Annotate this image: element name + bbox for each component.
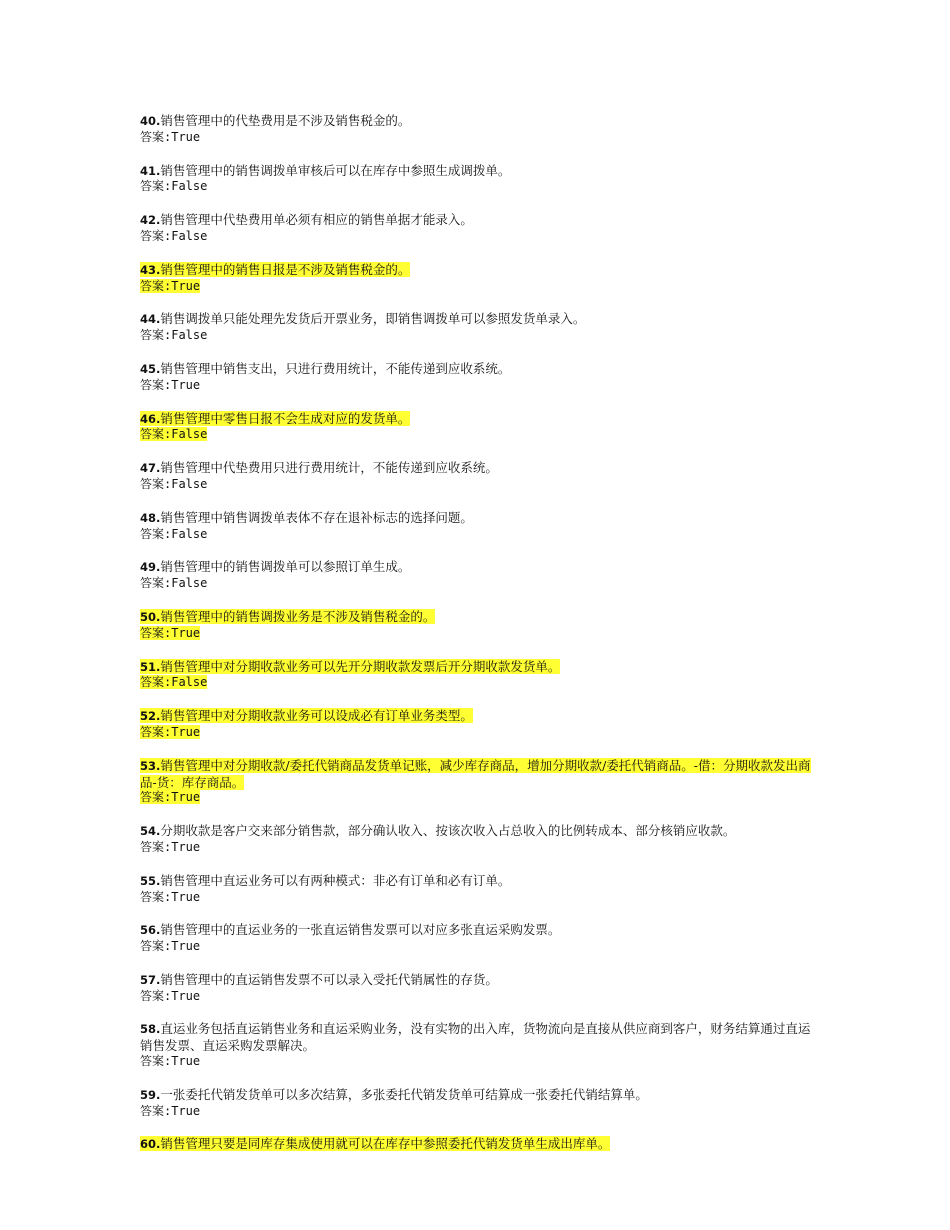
answer-line <box>140 840 816 856</box>
answer-line <box>140 989 816 1005</box>
question-number: 57. <box>140 972 161 987</box>
question-number: 41. <box>140 163 161 178</box>
question-number: 47. <box>140 461 161 476</box>
question-body: 销售管理中的销售日报是不涉及销售税金的。 <box>160 261 411 277</box>
question-item <box>140 311 816 344</box>
answer-value: False <box>171 675 208 690</box>
question-line <box>140 922 560 937</box>
question-item <box>140 873 816 906</box>
answer-prefix: 答案: <box>140 675 172 690</box>
question-text <box>140 873 816 890</box>
question-text <box>140 460 816 477</box>
question-line <box>140 163 510 178</box>
question-item <box>140 609 816 642</box>
answer-line <box>140 328 816 344</box>
question-body: 销售管理中销售支出，只进行费用统计，不能传递到应收系统。 <box>160 360 511 376</box>
answer-text <box>140 725 200 739</box>
question-line <box>140 113 410 128</box>
question-number: 52. <box>140 709 161 724</box>
answer-value: True <box>171 278 201 293</box>
question-text <box>140 1021 816 1054</box>
question-list <box>140 113 816 1170</box>
answer-prefix: 答案: <box>140 839 172 854</box>
question-number: 55. <box>140 873 161 888</box>
answer-line <box>140 378 816 394</box>
answer-value: False <box>171 328 208 343</box>
question-line <box>140 708 473 723</box>
answer-prefix: 答案: <box>140 939 172 954</box>
answer-line <box>140 279 816 295</box>
question-text <box>140 163 816 180</box>
question-text <box>140 1087 816 1104</box>
question-text <box>140 758 816 791</box>
answer-text <box>140 675 207 689</box>
answer-text <box>140 477 207 491</box>
question-item <box>140 411 816 444</box>
question-item <box>140 510 816 543</box>
answer-line <box>140 1104 816 1120</box>
question-number: 50. <box>140 609 161 624</box>
question-line <box>140 559 410 574</box>
question-text <box>140 411 816 428</box>
question-number: 48. <box>140 510 161 525</box>
answer-value: True <box>171 1054 201 1069</box>
answer-value: True <box>171 1103 201 1118</box>
answer-text <box>140 527 207 541</box>
question-line <box>140 1087 648 1102</box>
question-body: 销售管理中的销售调拨业务是不涉及销售税金的。 <box>160 608 436 624</box>
answer-prefix: 答案: <box>140 427 172 442</box>
question-item <box>140 972 816 1005</box>
question-body: 销售管理中代垫费用单必须有相应的销售单据才能录入。 <box>160 212 473 228</box>
answer-value: True <box>171 939 201 954</box>
answer-prefix: 答案: <box>140 1103 172 1118</box>
answer-prefix: 答案: <box>140 1054 172 1069</box>
question-body: 销售管理中的销售调拨单审核后可以在库存中参照生成调拨单。 <box>160 162 511 178</box>
answer-value: True <box>171 790 201 805</box>
question-item <box>140 460 816 493</box>
answer-value: True <box>171 988 201 1003</box>
question-number: 40. <box>140 114 161 128</box>
answer-line <box>140 477 816 493</box>
question-body: 销售管理中直运业务可以有两种模式：非必有订单和必有订单。 <box>160 872 511 888</box>
answer-prefix: 答案: <box>140 129 172 144</box>
answer-text <box>140 890 200 904</box>
answer-prefix: 答案: <box>140 278 172 293</box>
answer-prefix: 答案: <box>140 790 172 805</box>
answer-text <box>140 939 200 953</box>
question-body: 销售管理中对分期收款/委托代销商品发货单记账，减少库存商品，增加分期收款/委托代销商品。-借：分期收款发出商品-货：库存商品。 <box>140 757 811 790</box>
question-line <box>140 1021 810 1053</box>
question-item <box>140 922 816 955</box>
question-number: 59. <box>140 1087 161 1102</box>
question-body: 直运业务包括直运销售业务和直运采购业务，没有实物的出入库，货物流向是直接从供应商到客户，财务结算通过直运销售发票、直运采购发票解决。 <box>140 1021 811 1054</box>
question-number: 49. <box>140 560 161 575</box>
answer-value: True <box>171 377 201 392</box>
answer-value: True <box>171 724 201 739</box>
answer-line <box>140 229 816 245</box>
answer-prefix: 答案: <box>140 625 172 640</box>
answer-text <box>140 989 200 1003</box>
question-text <box>140 262 816 279</box>
answer-text <box>140 130 200 144</box>
answer-value: True <box>171 129 201 144</box>
answer-value: True <box>171 889 201 904</box>
answer-line <box>140 939 816 955</box>
question-body: 销售管理中的代垫费用是不涉及销售税金的。 <box>160 113 411 128</box>
question-line <box>140 411 410 426</box>
question-line <box>140 609 435 624</box>
question-number: 56. <box>140 923 161 938</box>
answer-line <box>140 576 816 592</box>
question-item <box>140 212 816 245</box>
question-body: 销售管理中销售调拨单表体不存在退补标志的选择问题。 <box>160 509 473 525</box>
question-item <box>140 1021 816 1069</box>
question-body: 销售管理中代垫费用只进行费用统计，不能传递到应收系统。 <box>160 460 498 476</box>
question-text <box>140 212 816 229</box>
question-number: 42. <box>140 213 161 228</box>
answer-prefix: 答案: <box>140 179 172 194</box>
answer-prefix: 答案: <box>140 988 172 1003</box>
answer-text <box>140 328 207 342</box>
answer-line <box>140 527 816 543</box>
answer-value: False <box>171 427 208 442</box>
answer-text <box>140 279 200 293</box>
question-item <box>140 1136 816 1153</box>
answer-value: False <box>171 476 208 491</box>
answer-line <box>140 179 816 195</box>
question-number: 51. <box>140 659 161 674</box>
question-number: 58. <box>140 1022 161 1037</box>
answer-prefix: 答案: <box>140 228 172 243</box>
question-body: 分期收款是客户交来部分销售款，部分确认收入、按该次收入占总收入的比例转成本、部分核销应收款。 <box>160 823 736 839</box>
question-line <box>140 758 811 790</box>
answer-value: False <box>171 228 208 243</box>
question-item <box>140 262 816 295</box>
answer-prefix: 答案: <box>140 476 172 491</box>
question-line <box>140 823 735 838</box>
question-line <box>140 1136 610 1151</box>
question-text <box>140 559 816 576</box>
question-text <box>140 922 816 939</box>
answer-prefix: 答案: <box>140 576 172 591</box>
question-body: 销售管理中对分期收款业务可以设成必有订单业务类型。 <box>160 708 473 724</box>
question-body: 销售管理中的直运业务的一张直运销售发票可以对应多张直运采购发票。 <box>160 922 561 938</box>
answer-value: False <box>171 526 208 541</box>
answer-text <box>140 229 207 243</box>
answer-line <box>140 130 816 146</box>
question-text <box>140 823 816 840</box>
question-text <box>140 361 816 378</box>
answer-prefix: 答案: <box>140 526 172 541</box>
question-body: 销售管理中对分期收款业务可以先开分期收款发票后开分期收款发货单。 <box>160 658 561 674</box>
question-item <box>140 163 816 196</box>
question-number: 45. <box>140 361 161 376</box>
question-line <box>140 659 560 674</box>
question-text <box>140 708 816 725</box>
question-text <box>140 659 816 676</box>
answer-line <box>140 675 816 691</box>
question-body: 销售管理中零售日报不会生成对应的发货单。 <box>160 410 411 426</box>
question-body: 销售管理中的销售调拨单可以参照订单生成。 <box>160 559 411 575</box>
question-item <box>140 559 816 592</box>
answer-line <box>140 1054 816 1070</box>
answer-prefix: 答案: <box>140 377 172 392</box>
question-body: 销售管理只要是同库存集成使用就可以在库存中参照委托代销发货单生成出库单。 <box>160 1136 611 1152</box>
question-item <box>140 1087 816 1120</box>
question-item <box>140 708 816 741</box>
answer-prefix: 答案: <box>140 724 172 739</box>
question-line <box>140 212 473 227</box>
question-number: 54. <box>140 824 161 839</box>
answer-text <box>140 179 207 193</box>
question-line <box>140 510 473 525</box>
question-body: 一张委托代销发货单可以多次结算，多张委托代销发货单可结算成一张委托代销结算单。 <box>160 1086 648 1102</box>
answer-value: True <box>171 839 201 854</box>
answer-value: False <box>171 576 208 591</box>
question-text <box>140 1136 816 1153</box>
question-body: 销售调拨单只能处理先发货后开票业务，即销售调拨单可以参照发货单录入。 <box>160 311 586 327</box>
answer-text <box>140 576 207 590</box>
question-number: 44. <box>140 312 161 327</box>
question-text <box>140 609 816 626</box>
answer-line <box>140 790 816 806</box>
question-item <box>140 823 816 856</box>
answer-line <box>140 427 816 443</box>
answer-value: True <box>171 625 201 640</box>
answer-line <box>140 626 816 642</box>
answer-text <box>140 1054 200 1068</box>
question-text <box>140 311 816 328</box>
answer-prefix: 答案: <box>140 889 172 904</box>
question-line <box>140 311 585 326</box>
question-text <box>140 113 816 130</box>
question-number: 53. <box>140 758 161 773</box>
answer-text <box>140 427 207 441</box>
answer-text <box>140 840 200 854</box>
question-line <box>140 460 498 475</box>
question-number: 60. <box>140 1137 161 1152</box>
answer-text <box>140 790 200 804</box>
question-line <box>140 262 410 277</box>
question-body: 销售管理中的直运销售发票不可以录入受托代销属性的存货。 <box>160 971 498 987</box>
question-number: 43. <box>140 262 161 277</box>
question-line <box>140 873 510 888</box>
question-item <box>140 113 816 146</box>
question-item <box>140 758 816 806</box>
question-line <box>140 361 510 376</box>
question-text <box>140 972 816 989</box>
question-line <box>140 972 498 987</box>
answer-line <box>140 725 816 741</box>
answer-text <box>140 378 200 392</box>
answer-value: False <box>171 179 208 194</box>
question-number: 46. <box>140 411 161 426</box>
question-item <box>140 361 816 394</box>
question-text <box>140 510 816 527</box>
answer-prefix: 答案: <box>140 328 172 343</box>
answer-text <box>140 1104 200 1118</box>
question-item <box>140 659 816 692</box>
answer-text <box>140 626 200 640</box>
answer-line <box>140 890 816 906</box>
